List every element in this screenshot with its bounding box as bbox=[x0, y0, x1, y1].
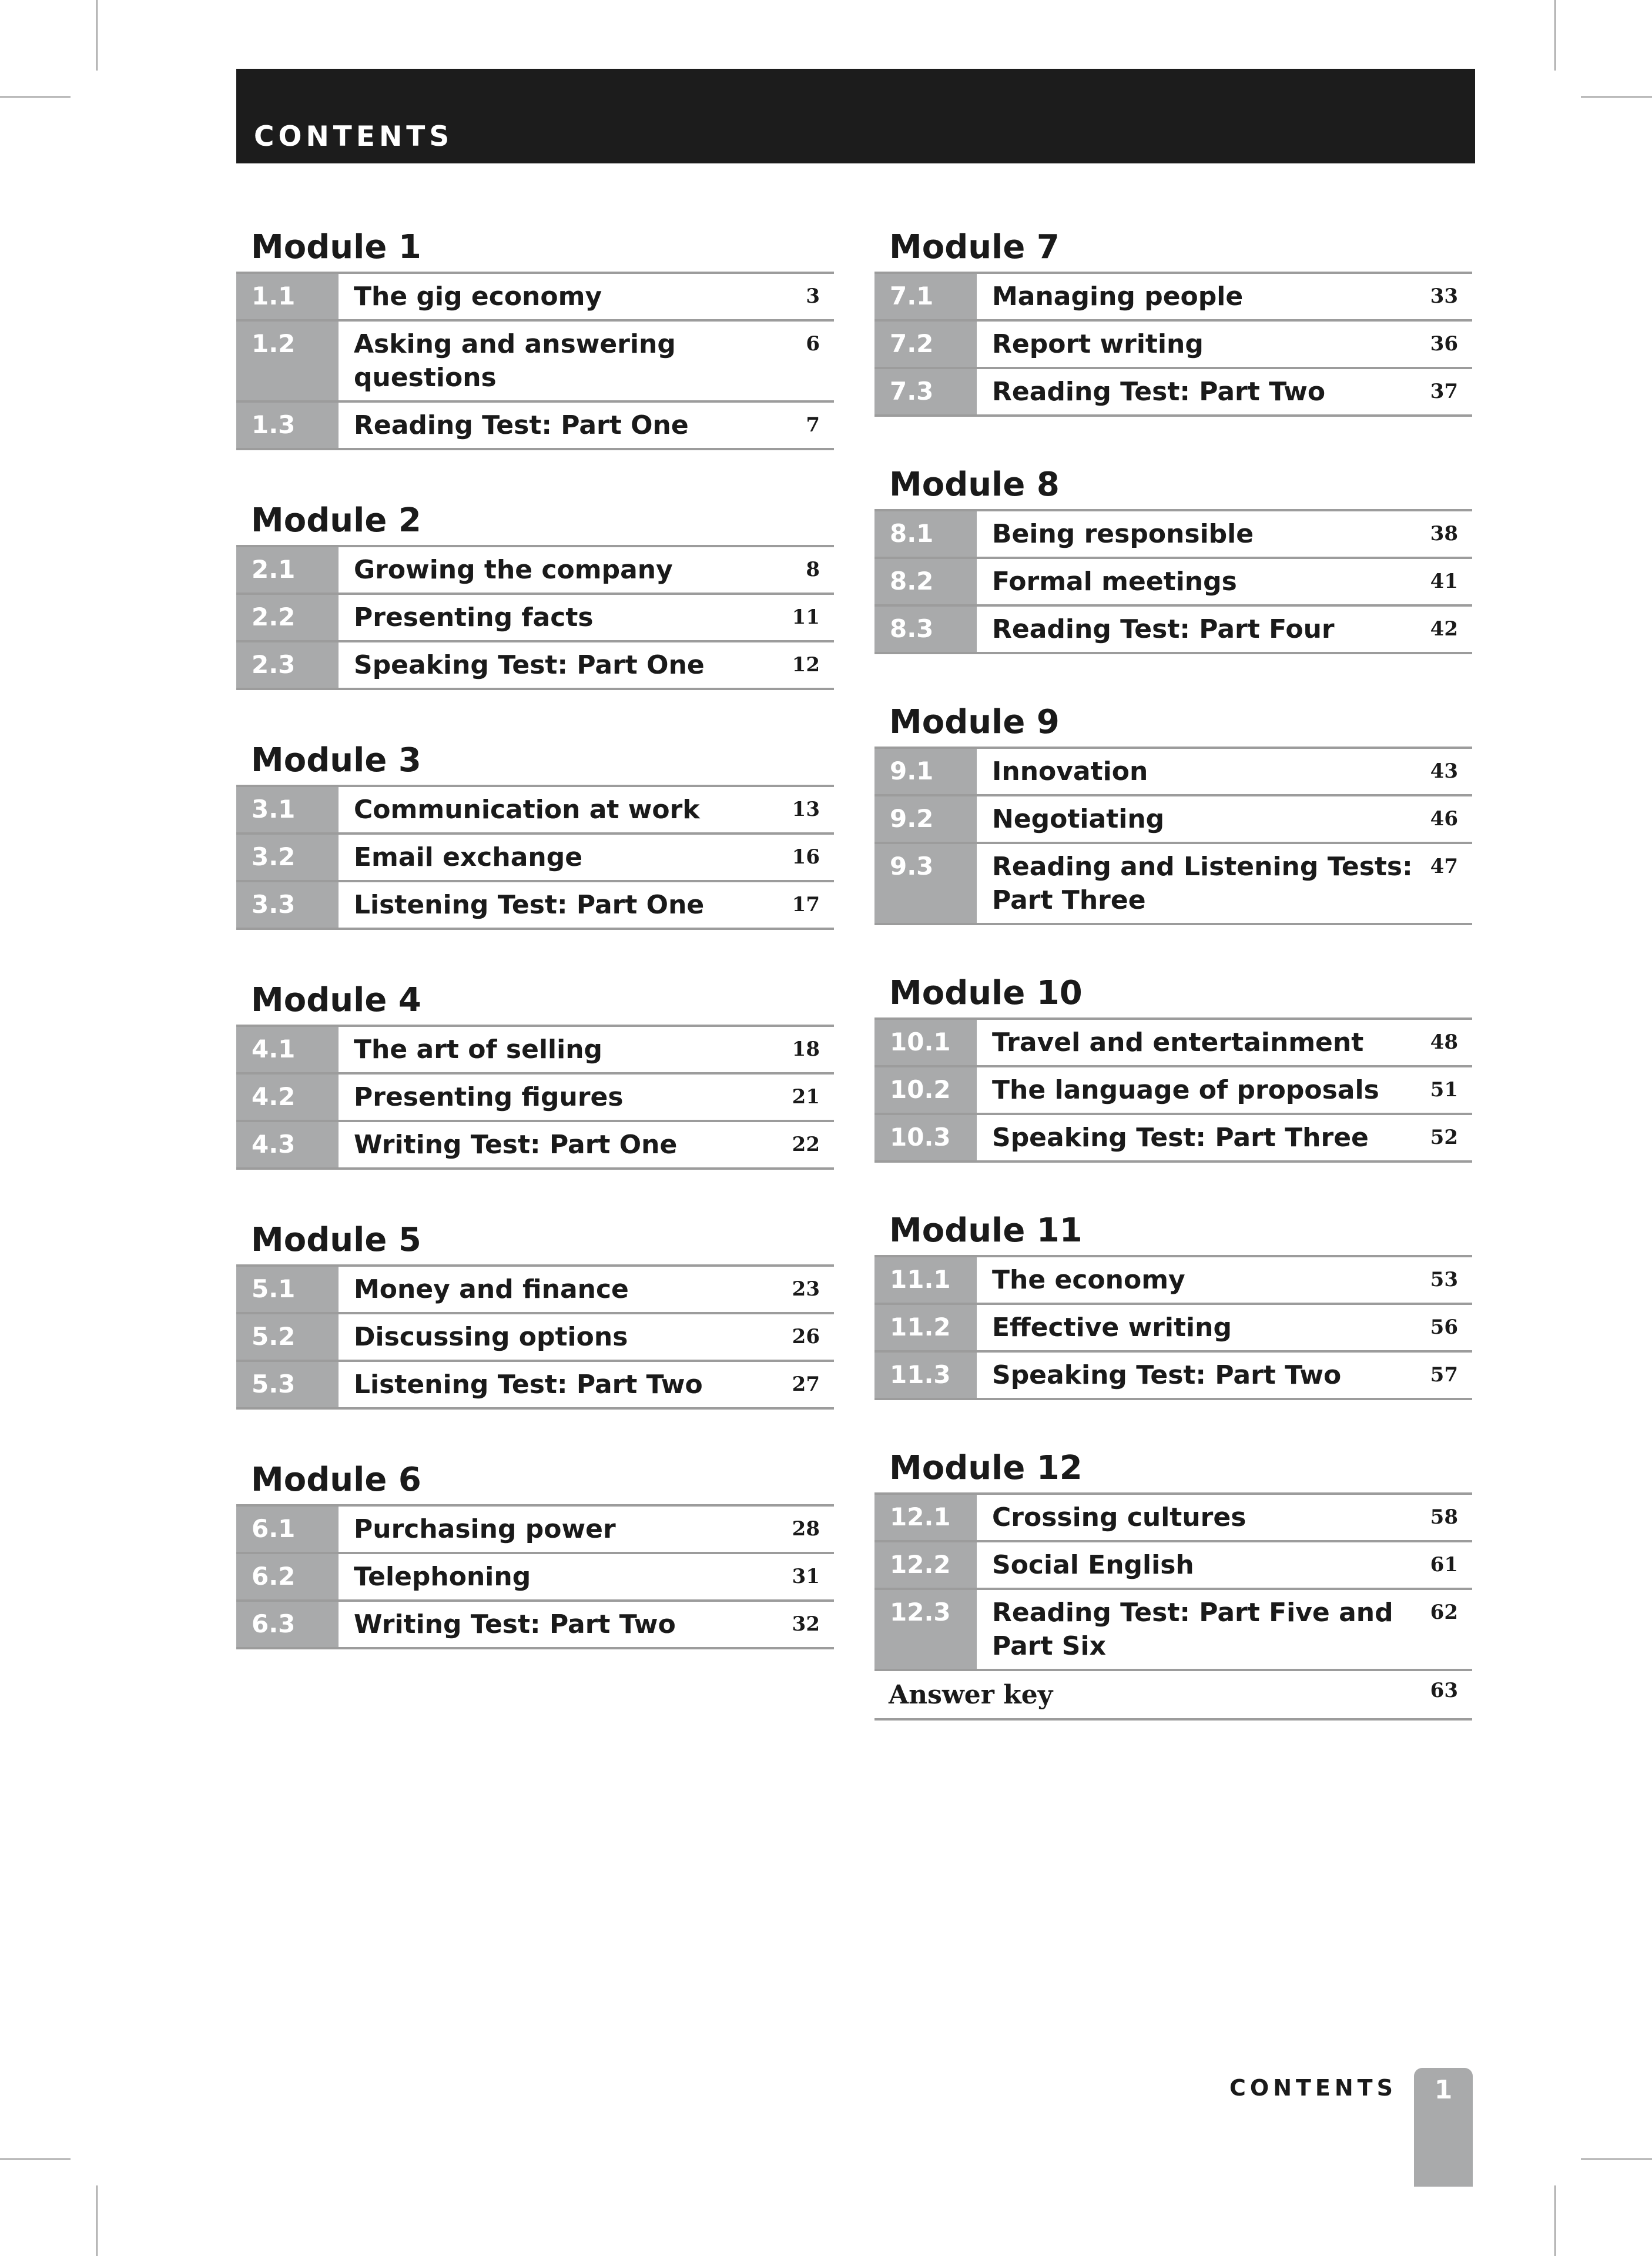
unit-list bbox=[236, 785, 834, 930]
unit-row[interactable] bbox=[874, 1067, 1472, 1115]
module-title: Module 7 bbox=[889, 228, 1060, 266]
unit-title: Speaking Test: Part One bbox=[354, 650, 705, 680]
unit-number: 9.2 bbox=[874, 796, 977, 842]
contents-column-left bbox=[236, 223, 834, 1696]
unit-page: 22 bbox=[792, 1133, 820, 1156]
unit-row[interactable] bbox=[236, 547, 834, 595]
module-section bbox=[236, 223, 834, 450]
module-title: Module 12 bbox=[889, 1449, 1083, 1487]
unit-row[interactable] bbox=[874, 607, 1472, 654]
unit-page: 47 bbox=[1430, 855, 1458, 878]
answer-key-label: Answer key bbox=[889, 1679, 1053, 1710]
unit-number: 12.3 bbox=[874, 1590, 977, 1669]
module-section bbox=[874, 461, 1472, 654]
unit-number: 10.3 bbox=[874, 1115, 977, 1160]
unit-row[interactable] bbox=[236, 1122, 834, 1170]
unit-page: 58 bbox=[1430, 1505, 1458, 1529]
unit-number: 3.1 bbox=[236, 787, 339, 832]
unit-title: Social English bbox=[992, 1550, 1194, 1580]
unit-number: 5.3 bbox=[236, 1362, 339, 1407]
unit-page: 31 bbox=[792, 1565, 820, 1588]
unit-row[interactable] bbox=[236, 1314, 834, 1362]
unit-title: Presenting figures bbox=[354, 1082, 624, 1112]
unit-number: 5.2 bbox=[236, 1314, 339, 1360]
module-title: Module 2 bbox=[251, 501, 421, 540]
unit-number: 6.1 bbox=[236, 1507, 339, 1552]
unit-number: 1.3 bbox=[236, 403, 339, 448]
unit-number: 6.3 bbox=[236, 1602, 339, 1647]
crop-mark bbox=[0, 96, 71, 98]
unit-row[interactable] bbox=[236, 787, 834, 835]
unit-row[interactable] bbox=[874, 559, 1472, 607]
module-section bbox=[874, 223, 1472, 417]
unit-title: Report writing bbox=[992, 329, 1204, 359]
crop-mark bbox=[1581, 96, 1652, 98]
module-section bbox=[236, 737, 834, 930]
unit-number: 4.2 bbox=[236, 1075, 339, 1120]
unit-number: 10.2 bbox=[874, 1067, 977, 1113]
page-number-tab bbox=[1414, 2068, 1473, 2187]
unit-page: 8 bbox=[806, 558, 820, 581]
unit-row[interactable] bbox=[236, 1362, 834, 1410]
unit-title: Effective writing bbox=[992, 1313, 1232, 1343]
unit-page: 23 bbox=[792, 1277, 820, 1301]
unit-number: 1.1 bbox=[236, 274, 339, 319]
unit-page: 27 bbox=[792, 1373, 820, 1396]
unit-title: The art of selling bbox=[354, 1035, 603, 1065]
module-title: Module 9 bbox=[889, 703, 1060, 741]
module-title: Module 8 bbox=[889, 466, 1060, 504]
unit-page: 37 bbox=[1430, 380, 1458, 403]
unit-title: Writing Test: Part One bbox=[354, 1130, 678, 1160]
module-title: Module 6 bbox=[251, 1461, 421, 1499]
unit-title: Reading Test: Part Two bbox=[992, 377, 1326, 407]
unit-row[interactable] bbox=[236, 1075, 834, 1122]
module-section bbox=[236, 1456, 834, 1649]
module-section bbox=[874, 1444, 1472, 1671]
unit-page: 7 bbox=[806, 413, 820, 437]
unit-title: Being responsible bbox=[992, 519, 1254, 549]
unit-title: Negotiating bbox=[992, 804, 1165, 834]
unit-title: Travel and entertainment bbox=[992, 1027, 1364, 1057]
unit-row[interactable] bbox=[236, 1267, 834, 1314]
unit-number: 11.2 bbox=[874, 1305, 977, 1350]
unit-title: Asking and answering questions bbox=[354, 329, 676, 393]
unit-title: Telephoning bbox=[354, 1562, 531, 1592]
unit-page: 43 bbox=[1430, 759, 1458, 783]
unit-page: 41 bbox=[1430, 570, 1458, 593]
unit-row[interactable] bbox=[236, 835, 834, 882]
unit-number: 5.1 bbox=[236, 1267, 339, 1312]
unit-list bbox=[874, 1255, 1472, 1400]
unit-page: 61 bbox=[1430, 1553, 1458, 1576]
module-section bbox=[874, 969, 1472, 1163]
unit-page: 3 bbox=[806, 284, 820, 308]
crop-mark bbox=[0, 2158, 71, 2160]
unit-number: 3.2 bbox=[236, 835, 339, 880]
unit-title: Presenting facts bbox=[354, 603, 594, 632]
unit-row[interactable] bbox=[874, 1353, 1472, 1400]
footer-label: CONTENTS bbox=[1229, 2075, 1397, 2101]
unit-number: 11.3 bbox=[874, 1353, 977, 1398]
unit-list bbox=[874, 272, 1472, 417]
unit-page: 32 bbox=[792, 1612, 820, 1636]
unit-row[interactable] bbox=[236, 1602, 834, 1649]
module-title: Module 1 bbox=[251, 228, 421, 266]
unit-page: 26 bbox=[792, 1325, 820, 1348]
unit-row[interactable] bbox=[236, 403, 834, 450]
crop-mark bbox=[1581, 2158, 1652, 2160]
unit-title: Reading Test: Part One bbox=[354, 410, 689, 440]
module-section bbox=[874, 698, 1472, 925]
unit-list bbox=[236, 272, 834, 450]
unit-number: 4.1 bbox=[236, 1027, 339, 1072]
unit-row[interactable] bbox=[236, 595, 834, 642]
unit-title: Reading Test: Part Five and Part Six bbox=[992, 1598, 1393, 1661]
unit-row[interactable] bbox=[874, 1542, 1472, 1590]
unit-title: Email exchange bbox=[354, 842, 583, 872]
unit-row[interactable] bbox=[236, 1554, 834, 1602]
unit-page: 56 bbox=[1430, 1316, 1458, 1339]
unit-title: Listening Test: Part One bbox=[354, 890, 705, 920]
crop-mark bbox=[96, 2185, 98, 2256]
crop-mark bbox=[1554, 0, 1556, 71]
unit-row[interactable] bbox=[874, 1115, 1472, 1163]
unit-row[interactable] bbox=[236, 1507, 834, 1554]
unit-number: 8.1 bbox=[874, 511, 977, 557]
unit-list bbox=[874, 509, 1472, 654]
answer-key-row[interactable] bbox=[874, 1671, 1472, 1721]
unit-page: 11 bbox=[792, 605, 820, 629]
answer-key-page: 63 bbox=[1430, 1679, 1458, 1702]
unit-title: Listening Test: Part Two bbox=[354, 1370, 703, 1400]
unit-list bbox=[236, 1025, 834, 1170]
unit-page: 62 bbox=[1430, 1601, 1458, 1624]
crop-mark bbox=[1554, 2185, 1556, 2256]
module-title: Module 10 bbox=[889, 974, 1083, 1012]
unit-number: 10.1 bbox=[874, 1020, 977, 1065]
unit-number: 2.2 bbox=[236, 595, 339, 640]
unit-number: 8.2 bbox=[874, 559, 977, 604]
page-number: 1 bbox=[1434, 2075, 1453, 2105]
unit-row[interactable] bbox=[236, 322, 834, 403]
unit-row[interactable] bbox=[874, 796, 1472, 844]
unit-list bbox=[236, 1504, 834, 1649]
unit-page: 53 bbox=[1430, 1268, 1458, 1291]
unit-title: Formal meetings bbox=[992, 567, 1237, 597]
unit-number: 8.3 bbox=[874, 607, 977, 652]
module-section bbox=[236, 976, 834, 1170]
unit-title: Managing people bbox=[992, 282, 1244, 312]
unit-page: 46 bbox=[1430, 807, 1458, 831]
unit-row[interactable] bbox=[874, 511, 1472, 559]
unit-page: 52 bbox=[1430, 1126, 1458, 1149]
unit-row[interactable] bbox=[236, 642, 834, 690]
unit-page: 12 bbox=[792, 653, 820, 677]
unit-page: 48 bbox=[1430, 1030, 1458, 1054]
unit-title: Growing the company bbox=[354, 555, 673, 585]
unit-row[interactable] bbox=[874, 1020, 1472, 1067]
unit-list bbox=[236, 545, 834, 690]
unit-number: 6.2 bbox=[236, 1554, 339, 1599]
unit-page: 21 bbox=[792, 1085, 820, 1109]
unit-page: 57 bbox=[1430, 1363, 1458, 1387]
unit-row[interactable] bbox=[236, 274, 834, 322]
unit-number: 7.2 bbox=[874, 322, 977, 367]
unit-number: 9.1 bbox=[874, 749, 977, 794]
unit-title: Communication at work bbox=[354, 795, 700, 825]
unit-row[interactable] bbox=[874, 1590, 1472, 1671]
unit-title: Speaking Test: Part Two bbox=[992, 1360, 1342, 1390]
unit-row[interactable] bbox=[236, 1027, 834, 1075]
unit-title: Money and finance bbox=[354, 1274, 629, 1304]
unit-number: 7.3 bbox=[874, 369, 977, 414]
module-title: Module 3 bbox=[251, 741, 421, 779]
unit-title: Reading and Listening Tests: Part Three bbox=[992, 852, 1413, 915]
unit-number: 1.2 bbox=[236, 322, 339, 400]
unit-page: 6 bbox=[806, 332, 820, 356]
unit-title: The language of proposals bbox=[992, 1075, 1379, 1105]
unit-list bbox=[874, 747, 1472, 925]
unit-page: 42 bbox=[1430, 617, 1458, 641]
crop-mark bbox=[96, 0, 98, 71]
unit-row[interactable] bbox=[874, 274, 1472, 322]
unit-page: 33 bbox=[1430, 284, 1458, 308]
unit-title: Reading Test: Part Four bbox=[992, 614, 1335, 644]
unit-row[interactable] bbox=[874, 1495, 1472, 1542]
contents-column-right bbox=[874, 223, 1472, 1721]
unit-number: 7.1 bbox=[874, 274, 977, 319]
unit-number: 12.1 bbox=[874, 1495, 977, 1540]
unit-title: The economy bbox=[992, 1265, 1185, 1295]
unit-number: 9.3 bbox=[874, 844, 977, 923]
module-section bbox=[874, 1207, 1472, 1400]
unit-number: 3.3 bbox=[236, 882, 339, 928]
unit-row[interactable] bbox=[874, 1305, 1472, 1353]
unit-title: Discussing options bbox=[354, 1322, 628, 1352]
unit-title: Innovation bbox=[992, 757, 1148, 786]
unit-list bbox=[874, 1017, 1472, 1163]
page-title: CONTENTS bbox=[254, 121, 454, 153]
unit-number: 12.2 bbox=[874, 1542, 977, 1588]
unit-page: 36 bbox=[1430, 332, 1458, 356]
unit-title: The gig economy bbox=[354, 282, 602, 312]
unit-page: 38 bbox=[1430, 522, 1458, 545]
unit-page: 13 bbox=[792, 798, 820, 821]
module-section bbox=[236, 1216, 834, 1410]
unit-row[interactable] bbox=[874, 322, 1472, 369]
module-title: Module 4 bbox=[251, 981, 421, 1019]
unit-number: 11.1 bbox=[874, 1257, 977, 1303]
unit-page: 28 bbox=[792, 1517, 820, 1541]
module-title: Module 11 bbox=[889, 1211, 1083, 1250]
unit-row[interactable] bbox=[236, 882, 834, 930]
unit-row[interactable] bbox=[874, 369, 1472, 417]
unit-row[interactable] bbox=[874, 749, 1472, 796]
unit-title: Crossing cultures bbox=[992, 1502, 1246, 1532]
unit-number: 2.3 bbox=[236, 642, 339, 688]
unit-list bbox=[874, 1492, 1472, 1671]
module-title: Module 5 bbox=[251, 1221, 421, 1259]
unit-title: Writing Test: Part Two bbox=[354, 1609, 676, 1639]
unit-number: 2.1 bbox=[236, 547, 339, 593]
unit-row[interactable] bbox=[874, 1257, 1472, 1305]
unit-page: 51 bbox=[1430, 1078, 1458, 1102]
unit-title: Speaking Test: Part Three bbox=[992, 1123, 1369, 1153]
module-section bbox=[236, 497, 834, 690]
unit-page: 17 bbox=[792, 893, 820, 916]
unit-page: 16 bbox=[792, 845, 820, 869]
unit-row[interactable] bbox=[874, 844, 1472, 925]
unit-page: 18 bbox=[792, 1037, 820, 1061]
unit-list bbox=[236, 1264, 834, 1410]
unit-number: 4.3 bbox=[236, 1122, 339, 1167]
unit-title: Purchasing power bbox=[354, 1514, 616, 1544]
